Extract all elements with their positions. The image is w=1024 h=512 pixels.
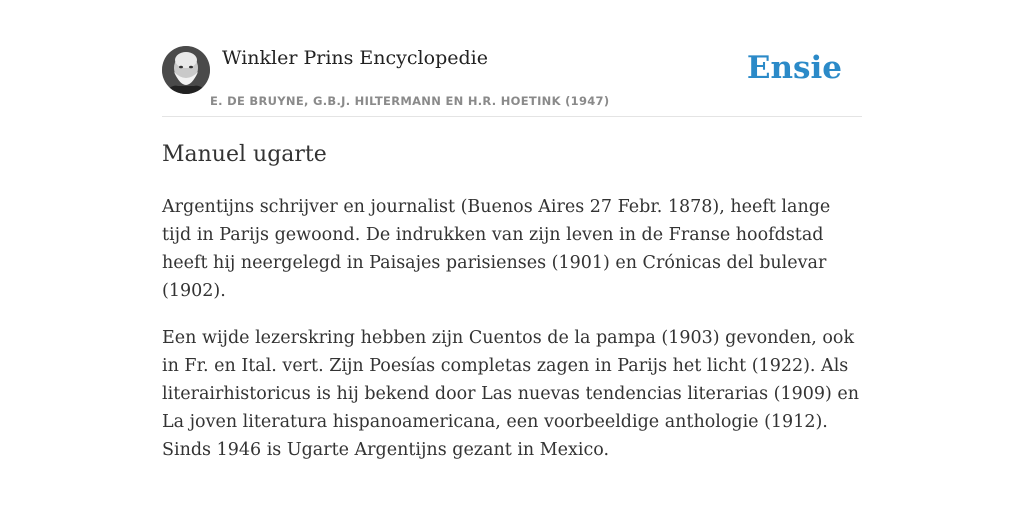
article: [162, 140, 864, 483]
source-title[interactable]: Winkler Prins Encyclopedie: [222, 47, 488, 69]
brand-logo[interactable]: Ensie: [746, 50, 842, 86]
page-header: [162, 46, 862, 117]
article-title: Manuel ugarte: [162, 142, 327, 167]
article-paragraph: Argentijns schrijver en journalist (Buenos Aires 27 Febr. 1878), heeft lange tijd in Parijs gewoond. De indrukken van zijn leven in de Franse hoofdstad heeft hij neergelegd in Paisajes parisienses (1901) en Crónicas del bulevar (1902).: [162, 197, 831, 301]
author-avatar[interactable]: [162, 46, 210, 94]
bearded-portrait-icon: [162, 46, 210, 94]
article-paragraph: Een wijde lezerskring hebben zijn Cuentos de la pampa (1903) gevonden, ook in Fr. en Ital. vert. Zijn Poesías completas zagen in Parijs het licht (1922). Als literairhistoricus is hij bekend door Las nuevas tendencias literarias (1909) en La joven literatura hispanoamericana, een voorbeeldige anthologie (1912). Sinds 1946 is Ugarte Argentijns gezant in Mexico.: [162, 328, 860, 460]
source-authors: E. DE BRUYNE, G.B.J. HILTERMANN EN H.R. HOETINK (1947): [210, 94, 610, 108]
